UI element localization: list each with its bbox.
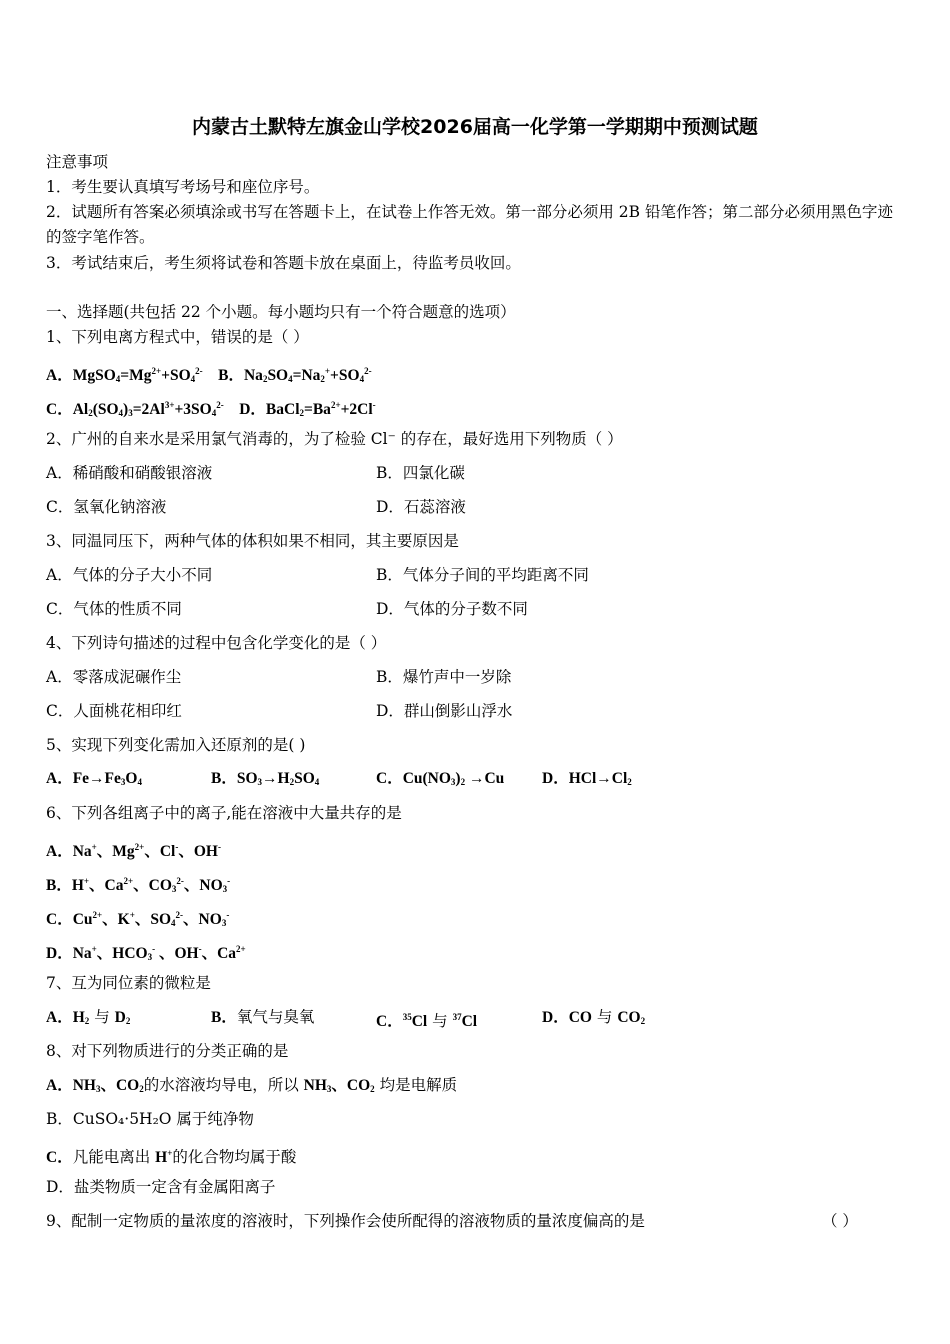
question-option: A．$NH_3$、$CO_2$的水溶液均导电，所以 $NH_3$、$CO_2$ 均是电解质 [46, 1076, 458, 1094]
answer-bracket: （ ） [822, 1212, 858, 1230]
question-option: B．气体分子间的平均距离不同 [376, 566, 589, 584]
question-option: B．CuSO₄·5H₂O 属于纯净物 [46, 1110, 254, 1128]
question-option: D．石蕊溶液 [376, 498, 466, 516]
question-option: B．四氯化碳 [376, 464, 465, 482]
question-option: A．Na+、$Mg^{2+}$、Cl-、OH- [46, 842, 221, 860]
question-stem: 5、实现下列变化需加入还原剂的是( ) [46, 736, 306, 754]
question-stem: 3、同温同压下，两种气体的体积如果不相同，其主要原因是 [46, 532, 459, 550]
section-heading: 一、选择题(共包括 22 个小题。每小题均只有一个符合题意的选项） [46, 303, 516, 321]
question-stem: 1、下列电离方程式中，错误的是（ ） [46, 328, 309, 346]
question-option: D．群山倒影山浮水 [376, 702, 513, 720]
notice-item: 3．考试结束后，考生须将试卷和答题卡放在桌面上，待监考员收回。 [46, 254, 521, 272]
notice-heading: 注意事项 [46, 153, 109, 171]
question-option: C．气体的性质不同 [46, 600, 182, 618]
question-option: B．H+、$Ca^{2+}$、$CO_3^{2-}$、$NO_3^-$ [46, 876, 231, 894]
notice-item: 2．试题所有答案必须填涂或书写在答题卡上，在试卷上作答无效。第一部分必须用 2B 铅笔作答；第二部分必须用黑色字迹的签字笔作答。 [46, 203, 893, 246]
question-stem: 2、广州的自来水是采用氯气消毒的，为了检验 Cl⁻ 的存在，最好选用下列物质（ ） [46, 430, 623, 448]
question-option: A．零落成泥碾作尘 [46, 668, 182, 686]
question-stem: 9、配制一定物质的量浓度的溶液时，下列操作会使所配得的溶液物质的量浓度偏高的是 [46, 1212, 645, 1230]
question-option: D．盐类物质一定含有金属阳离子 [46, 1178, 276, 1196]
question-option: D．Na+、$HCO_3^-$ 、OH-、$Ca^{2+}$ [46, 944, 246, 962]
question-stem: 8、对下列物质进行的分类正确的是 [46, 1042, 289, 1060]
question-option: D．气体的分子数不同 [376, 600, 528, 618]
question-option: C．氢氧化钠溶液 [46, 498, 167, 516]
question-option: B．爆竹声中一岁除 [376, 668, 512, 686]
question-stem: 7、互为同位素的微粒是 [46, 974, 211, 992]
question-option: C．人面桃花相印红 [46, 702, 182, 720]
question-option-row: A．$MgSO_4=Mg^{2+}+SO_4^{2-}$ B．$Na_2SO_4=Na_2^++SO_4^{2-}$ [46, 366, 372, 384]
question-option: C．$Cu^{2+}$、K+、$SO_4^{2-}$、$NO_3^-$ [46, 910, 230, 928]
question-option: C．凡能电离出 H+的化合物均属于酸 [46, 1148, 297, 1166]
question-stem: 6、下列各组离子中的离子,能在溶液中大量共存的是 [46, 804, 402, 822]
question-option-row: C．$Al_2(SO_4)_3=2Al^{3+}+3SO_4^{2-}$ D．$BaCl_2=Ba^{2+}+2Cl^-$ [46, 400, 376, 418]
question-stem: 4、下列诗句描述的过程中包含化学变化的是（ ） [46, 634, 387, 652]
question-option: A．气体的分子大小不同 [46, 566, 213, 584]
page-title: 内蒙古土默特左旗金山学校2026届高一化学第一学期期中预测试题 [192, 116, 758, 138]
notice-item: 1．考生要认真填写考场号和座位序号。 [46, 178, 320, 196]
question-option: A．稀硝酸和硝酸银溶液 [46, 464, 213, 482]
